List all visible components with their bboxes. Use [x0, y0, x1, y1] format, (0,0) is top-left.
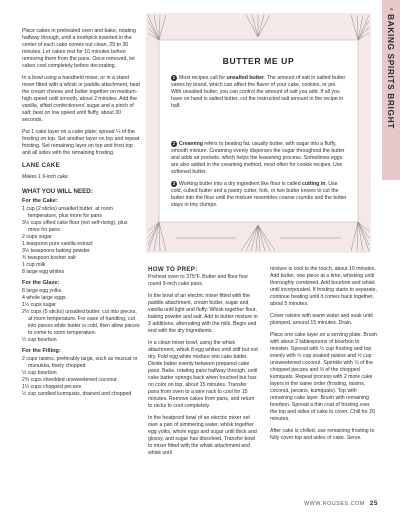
page-footer [304, 500, 378, 507]
ingredient-item: 1 cup milk [22, 262, 46, 268]
butter-tips-box [146, 13, 371, 253]
chevron-icon: ‹ [387, 8, 395, 11]
tip-number-badge: 1 [172, 75, 176, 80]
glaze-ingredients-heading: For the Glaze: [22, 280, 60, 286]
ingredient-item: 2¾ cups shredded unsweetened coconut [22, 377, 117, 383]
ingredient-item: ¼ cup bourbon [22, 337, 57, 343]
glaze-ingredient-list [22, 288, 140, 344]
prep-step: Cover raisins with warm water and soak until plumped, around 15 minutes. Drain. [270, 313, 373, 326]
recipe-yield: Makes 1 9-inch cake [22, 174, 68, 180]
ingredient-item: 2 cups raisins, preferably large, such as muscat or munukka, finely chopped [22, 356, 138, 369]
cake-ingredients-heading: For the Cake: [22, 198, 58, 204]
tip-text: refers to beating fat, usually butter, with sugar into a fluffy, smooth mixture. Creaming evenly disperses the sugar throughout the butter and adds air pockets, which helps the leavening process. Sometimes eggs are also added in the creaming method, most often for cookie recipes. Use softened butter. [171, 141, 345, 175]
intro-paragraph: Place cakes in preheated oven and bake, rotating halfway through, until a toothpick inserted in the center of each cake comes out clean, 25 to 30 minutes. Let cakes rest for 10 minutes before removing them from the pans. Once removed, let cakes cool completely before decorating. [22, 28, 136, 69]
prep-heading: HOW TO PREP: [148, 266, 198, 273]
prep-step: Place one cake layer on a serving plate. Brush with about 2 tablespoons of bourbon to moisten. Spread with ½ cup frosting and top evenly with ½ cup soaked raisins and ½ cup unsweetened coconut. Sprinkle with ⅓ of the chopped pecans and ⅓ of the chopped kumquats. Repeat process with 2 more cake layers in the same order (frosting, raisins, coconut, pecans, kumquats). Top with remaining cake layer. Brush with remaining bourbon. Spread a thin coat of frosting over the top and sides of cake to cover. Chill for 20 minutes. [270, 332, 377, 422]
section-title: BAKING SPIRITS BRIGHT [386, 13, 396, 129]
tip-text: . The amount of salt in salted butter varies by brand, which can affect the flavor of your cake, cookies, or pie. With unsalted butter, you can control the amount of salt you add. If all you have on hand is salted butter, cut the instructed salt amount in the recipe in half. [171, 75, 346, 109]
tip-text: Working butter into a dry ingredient like flour is called [179, 181, 303, 187]
ingredient-item: ¾ teaspoon kosher salt [22, 255, 76, 261]
ingredient-item: 2½ cups (5 sticks) unsalted butter, cut into pieces, at room temperature. For ease of handling, cut into pieces while butter is cold, then allow pieces to come to room temperature. [22, 309, 140, 336]
prep-step: After cake is chilled, use remaining frosting to fully cover top and sides of cake. Serve. [270, 428, 375, 441]
site-url: WWW.ROUSES.COM [304, 501, 365, 507]
decorative-sunburst-frame [146, 13, 371, 253]
intro-paragraph: In a bowl using a handheld mixer, or in a stand mixer fitted with a whisk or paddle attachment, beat the cream cheese and butter together on medium-high speed until smooth, about 2 minutes. Add the vanilla, sifted confectioners' sugar and a pinch of salt; beat on low speed until fluffy, about 30 seconds. [22, 75, 140, 123]
cake-ingredient-list [22, 206, 140, 276]
ingredient-item: 3½ teaspoons baking powder [22, 248, 90, 254]
tip-number-badge: 2 [172, 141, 176, 146]
tip-text: . Use cold, cubed butter and a pastry cutter, fork, or two butter knives to cut the butter into the flour until the mixture resembles coarse crumbs and the butter stays in tiny clumps. [171, 181, 347, 208]
prep-step: mixture is cool to the touch, about 10 minutes. Add butter, one piece at a time, whisking until thoroughly combined. Add bourbon and whisk until incorporated. If frosting starts to separate, continue beating until it comes back together, about 5 minutes. [270, 266, 377, 307]
tips-title: BUTTER ME UP [222, 56, 295, 66]
section-side-label [384, 8, 398, 176]
prep-step: In the bowl of an electric mixer fitted with the paddle attachment, cream butter, sugar and vanilla until light and fluffy. Whisk together flour, baking powder and salt. Add to butter mixture in 3 additions, alternating with the milk. Begin and end with the dry ingredients. [148, 293, 258, 334]
prep-step: In the heatproof bowl of an electric mixer set over a pan of simmering water, whisk together egg yolks, whole eggs and sugar until thick and glossy, and sugar has dissolved. Transfer bowl to mixer fitted with the whisk attachment and whisk until [148, 415, 257, 456]
ingredient-item: 3½ cups sifted cake flour (not self-rising), plus more for pans [22, 220, 128, 233]
left-column [22, 28, 140, 402]
ingredient-item: 1½ cups sugar [22, 302, 57, 308]
prep-column-right [270, 266, 378, 447]
ingredient-item: 4 whole large eggs [22, 295, 66, 301]
prep-column-middle [148, 266, 258, 462]
ingredient-item: ½ cup candied kumquats, drained and chopped [22, 391, 132, 397]
tip-text: Most recipes call for [179, 75, 227, 81]
tip-keyword: cutting in [302, 181, 326, 187]
filling-ingredient-list [22, 356, 140, 398]
tip-keyword: unsalted butter [226, 75, 265, 81]
ingredient-item: 1 teaspoon pure vanilla extract [22, 241, 93, 247]
prep-step: Preheat oven to 375°F. Butter and flour four round 9-inch cake pans. [148, 274, 249, 287]
ingredient-item: 8 large egg whites [22, 269, 65, 275]
intro-paragraph: Put 1 cake layer on a cake plate; spread ¼ of the frosting on top. Set another layer on top and repeat frosting. Set remaining layer on top and frost top and all sides with the remaining frosting. [22, 129, 140, 156]
ingredients-heading: WHAT YOU WILL NEED: [22, 188, 93, 195]
ingredient-item: 2 cups sugar [22, 234, 52, 240]
filling-ingredients-heading: For the Filling: [22, 348, 61, 354]
page-number: 25 [369, 500, 378, 507]
ingredient-item: 1½ cups chopped pecans [22, 384, 82, 390]
tip-item [171, 181, 347, 209]
prep-step: In a clean mixer bowl, using the whisk attachment, whisk 8 egg whites until stiff but not dry. Fold egg white mixture into cake batter. Divide batter evenly between prepared cake pans. Bake, rotating pans halfway through, until cake batter springs back when touched but has no color on top, about 15 minutes. Transfer pans from oven to a wire rack to cool for 15 minutes. Remove cakes from pans, and return to racks to cool completely. [148, 340, 258, 409]
tip-keyword: Creaming [179, 141, 203, 147]
tip-item [171, 141, 347, 176]
tip-number-badge: 3 [172, 181, 176, 186]
ingredient-item: 8 large egg yolks [22, 288, 62, 294]
ingredient-item: 1 cup (2 sticks) unsalted butter, at room temperature, plus more for pans [22, 206, 113, 219]
ingredient-item: ½ cup bourbon [22, 370, 57, 376]
recipe-title: LANE CAKE [22, 162, 60, 169]
tip-item [171, 75, 347, 110]
